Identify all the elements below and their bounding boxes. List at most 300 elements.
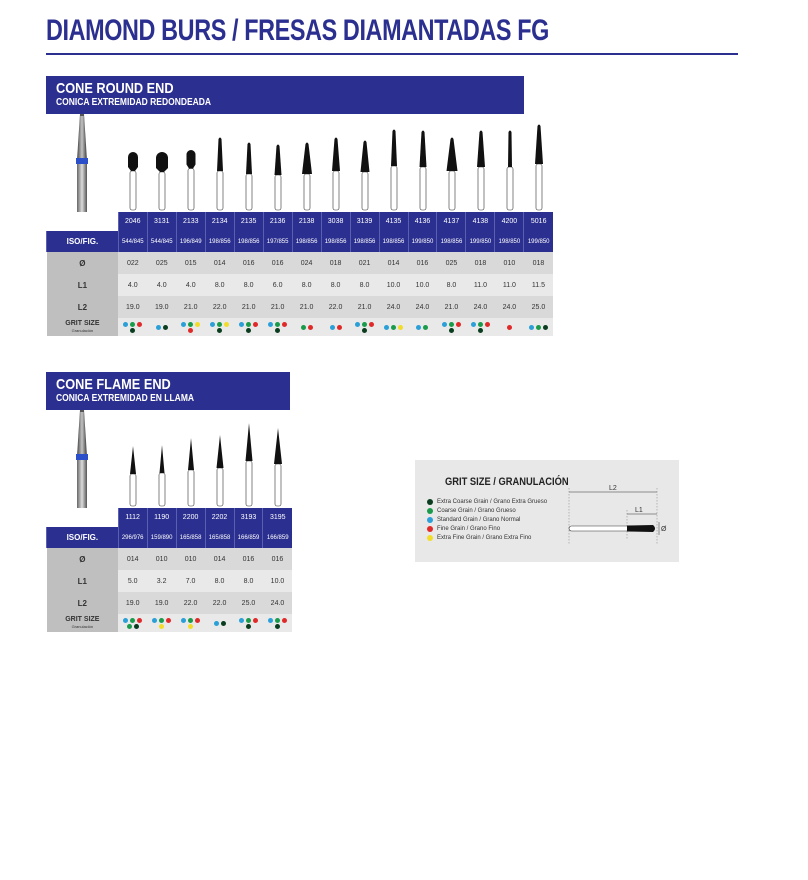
l2-row	[47, 592, 293, 614]
bur-image	[123, 114, 143, 212]
l1-row-cell: 8.0	[234, 274, 263, 296]
l2-row-cell: 25.0	[234, 592, 263, 614]
l2-row-cell: 21.0	[292, 296, 321, 318]
l2-row-cell: 21.0	[350, 296, 379, 318]
diameter-row-cell: 024	[292, 252, 321, 274]
fig-number: 4136	[408, 212, 437, 231]
diameter-row-cell: 014	[379, 252, 408, 274]
l1-row-cell: 11.0	[495, 274, 524, 296]
grit-cell	[350, 318, 379, 336]
grit-dot-f	[253, 322, 258, 327]
iso-row-cell: 198/856	[350, 231, 379, 252]
grit-dot-xc	[275, 328, 280, 333]
bur-image	[326, 114, 346, 212]
grit-cell	[263, 614, 292, 632]
grit-cell	[524, 318, 553, 336]
iso-row-cell: 198/856	[437, 231, 466, 252]
l2-row-cell: 24.0	[408, 296, 437, 318]
l2-row-cell: 19.0	[147, 592, 176, 614]
grit-dot-c	[188, 618, 193, 623]
l1-row-cell: 10.0	[408, 274, 437, 296]
l1-row-cell: 8.0	[321, 274, 350, 296]
iso-row	[47, 527, 293, 548]
fig-number: 3131	[147, 212, 176, 231]
grit-dot-c	[246, 322, 251, 327]
grit-dot-c	[159, 618, 164, 623]
grit-dot-xf	[195, 322, 200, 327]
diagram-diam-label: Ø	[661, 526, 667, 533]
fig-number: 2136	[263, 212, 292, 231]
grit-dot-f	[507, 325, 512, 330]
iso-row-cell: 198/856	[205, 231, 234, 252]
l2-row-cell: 19.0	[147, 296, 176, 318]
diameter-row-cell: 018	[321, 252, 350, 274]
grit-dot-xc	[130, 328, 135, 333]
grit-cell	[292, 318, 321, 336]
fig-number: 2134	[205, 212, 234, 231]
bur-image	[471, 114, 491, 212]
l1-row-cell: 6.0	[263, 274, 292, 296]
legend-item-label: Extra Coarse Grain / Grano Extra Grueso	[437, 498, 548, 505]
grit-dot-s	[416, 325, 421, 330]
fig-number: 1190	[147, 508, 176, 527]
diameter-row-cell: 022	[118, 252, 147, 274]
fig-number: 4137	[437, 212, 466, 231]
diameter-row	[47, 548, 293, 570]
grit-dot-f	[485, 322, 490, 327]
grit-dot-f	[166, 618, 171, 623]
l2-row-cell: 24.0	[263, 592, 292, 614]
fig-number: 2138	[292, 212, 321, 231]
bur-image-row	[46, 410, 290, 508]
section-subtitle: CONICA EXTREMIDAD EN LLAMA	[56, 393, 195, 404]
l1-row-cell: 10.0	[263, 570, 292, 592]
grit-dot-c	[423, 325, 428, 330]
grit-dot-xc	[217, 328, 222, 333]
grit-dot-f	[282, 618, 287, 623]
grit-dot-xc	[163, 325, 168, 330]
l2-row-cell: 21.0	[176, 296, 205, 318]
l1-row-cell: 5.0	[118, 570, 147, 592]
diagram-l1-label: L1	[635, 507, 643, 514]
diameter-row-cell: 016	[234, 548, 263, 570]
grit-dot-s	[427, 517, 433, 523]
legend-list	[427, 497, 547, 542]
bur-4136	[413, 114, 433, 217]
grit-dot-s	[239, 322, 244, 327]
legend-item-label: Standard Grain / Grano Normal	[437, 516, 521, 523]
fig-number: 2133	[176, 212, 205, 231]
grit-label: GRIT SIZE	[65, 616, 100, 623]
iso-row-cell: 544/845	[118, 231, 147, 252]
bur-image	[239, 114, 259, 212]
fig-number: 3038	[321, 212, 350, 231]
grit-sublabel: Granulación	[71, 328, 94, 333]
grit-dot-c	[536, 325, 541, 330]
diameter-row-cell: 025	[437, 252, 466, 274]
l2-row-cell: 21.0	[234, 296, 263, 318]
bur-image	[413, 114, 433, 212]
l2-row-cell: 24.0	[466, 296, 495, 318]
grit-dot-xf	[224, 322, 229, 327]
l1-row	[47, 570, 293, 592]
l1-row-cell: 3.2	[147, 570, 176, 592]
l1-row-cell: 8.0	[205, 570, 234, 592]
iso-row-cell: 198/856	[234, 231, 263, 252]
bur-3131	[152, 114, 172, 217]
iso-row-cell: 198/856	[379, 231, 408, 252]
diameter-row-cell: 014	[205, 548, 234, 570]
grit-dot-xc	[478, 328, 483, 333]
bur-2136	[268, 114, 288, 217]
grit-dot-s	[156, 325, 161, 330]
l1-row-cell: 8.0	[234, 570, 263, 592]
grit-dot-s	[181, 618, 186, 623]
diameter-row-cell: 015	[176, 252, 205, 274]
grit-legend	[415, 460, 679, 562]
l2-row-cell: 22.0	[205, 592, 234, 614]
grit-dot-c	[217, 322, 222, 327]
grit-label: GRIT SIZE	[65, 320, 100, 327]
bur-4200	[500, 114, 520, 217]
bur-image-row	[46, 114, 524, 212]
iso-row-cell: 159/890	[147, 527, 176, 548]
l2-row-cell: 19.0	[118, 296, 147, 318]
bur-2138	[297, 114, 317, 217]
grit-cell	[466, 318, 495, 336]
grit-dot-c	[362, 322, 367, 327]
legend-item-label: Coarse Grain / Grano Grueso	[437, 507, 516, 514]
diameter-row-cell: 014	[118, 548, 147, 570]
grit-dot-c	[188, 322, 193, 327]
section-title: CONE FLAME END	[56, 376, 171, 393]
page-title: DIAMOND BURS / FRESAS DIAMANTADAS FG	[46, 14, 549, 47]
l1-row-label: L1	[47, 274, 119, 296]
iso-row-cell: 199/850	[408, 231, 437, 252]
bur-image	[529, 114, 549, 212]
grit-dot-f	[337, 325, 342, 330]
grit-dot-c	[478, 322, 483, 327]
bur-image	[297, 114, 317, 212]
section-cone-flame-end	[46, 372, 290, 629]
bur-1112	[123, 410, 143, 513]
bur-2135	[239, 114, 259, 217]
section-cone-round-end	[46, 76, 550, 333]
grit-row	[47, 318, 554, 336]
spec-table	[46, 212, 553, 336]
l2-row-cell: 22.0	[205, 296, 234, 318]
l2-row-cell: 22.0	[321, 296, 350, 318]
iso-row-cell: 198/850	[495, 231, 524, 252]
grit-dot-f	[253, 618, 258, 623]
l1-row	[47, 274, 554, 296]
grit-dot-s	[210, 322, 215, 327]
bur-2046	[123, 114, 143, 217]
diameter-row-cell: 014	[205, 252, 234, 274]
grit-cell	[147, 614, 176, 632]
l1-row-cell: 8.0	[437, 274, 466, 296]
legend-item-label: Fine Grain / Grano Fino	[437, 525, 501, 532]
diameter-row-label: Ø	[47, 548, 119, 570]
diameter-row-cell: 010	[495, 252, 524, 274]
grit-dot-xf	[427, 535, 433, 541]
l1-row-cell: 4.0	[147, 274, 176, 296]
iso-row-cell: 544/845	[147, 231, 176, 252]
iso-row-cell: 196/849	[176, 231, 205, 252]
grit-dot-s	[529, 325, 534, 330]
bur-image	[355, 114, 375, 212]
diameter-row-cell: 018	[524, 252, 553, 274]
iso-row-cell: 199/850	[524, 231, 553, 252]
bur-3038	[326, 114, 346, 217]
bur-3195	[268, 410, 288, 513]
grit-dot-c	[301, 325, 306, 330]
bur-dimension-diagram	[565, 482, 669, 552]
l1-row-cell: 11.0	[466, 274, 495, 296]
handpiece-illustration	[70, 410, 94, 508]
diameter-row-cell: 025	[147, 252, 176, 274]
legend-item	[427, 497, 547, 506]
bur-2202	[210, 410, 230, 513]
section-banner	[46, 76, 524, 114]
spec-table	[46, 508, 292, 632]
grit-dot-xc	[362, 328, 367, 333]
grit-cell	[176, 614, 205, 632]
diameter-row-cell: 016	[234, 252, 263, 274]
grit-cell	[408, 318, 437, 336]
bur-image	[500, 114, 520, 212]
bur-5016	[529, 114, 549, 217]
l1-row-cell: 7.0	[176, 570, 205, 592]
l1-row-cell: 10.0	[379, 274, 408, 296]
iso-row-cell: 165/858	[176, 527, 205, 548]
iso-row-cell: 166/859	[263, 527, 292, 548]
grit-cell	[205, 318, 234, 336]
grit-dot-c	[246, 618, 251, 623]
iso-row-label: ISO/FIG.	[47, 231, 119, 252]
grit-row	[47, 614, 293, 632]
l2-row-cell: 25.0	[524, 296, 553, 318]
iso-row-cell: 199/850	[466, 231, 495, 252]
grit-dot-f	[188, 328, 193, 333]
grit-cell	[437, 318, 466, 336]
legend-item	[427, 506, 547, 515]
l1-row-cell: 4.0	[176, 274, 205, 296]
fig-number: 4200	[495, 212, 524, 231]
section-title: CONE ROUND END	[56, 80, 174, 97]
section-banner	[46, 372, 290, 410]
l2-row-cell: 24.0	[495, 296, 524, 318]
grit-dot-s	[214, 621, 219, 626]
grit-dot-s	[181, 322, 186, 327]
legend-item-label: Extra Fine Grain / Grano Extra Fino	[437, 534, 532, 541]
bur-3193	[239, 410, 259, 513]
handpiece-illustration	[70, 114, 94, 212]
l1-row-cell: 8.0	[350, 274, 379, 296]
bur-4135	[384, 114, 404, 217]
l1-row-cell: 8.0	[292, 274, 321, 296]
l2-row-cell: 24.0	[379, 296, 408, 318]
grit-cell	[118, 614, 147, 632]
bur-image	[152, 410, 172, 508]
section-subtitle: CONICA EXTREMIDAD REDONDEADA	[56, 97, 212, 108]
iso-row-cell: 198/856	[321, 231, 350, 252]
diameter-row-cell: 010	[176, 548, 205, 570]
bur-image	[210, 410, 230, 508]
diameter-row-cell: 021	[350, 252, 379, 274]
grit-row-label	[47, 318, 119, 336]
grit-dot-s	[123, 322, 128, 327]
grit-cell	[321, 318, 350, 336]
grit-dot-c	[275, 618, 280, 623]
grit-cell	[495, 318, 524, 336]
grit-dot-c	[427, 508, 433, 514]
bur-image	[384, 114, 404, 212]
l2-row-cell: 19.0	[118, 592, 147, 614]
diameter-row-cell: 016	[263, 548, 292, 570]
bur-image	[442, 114, 462, 212]
grit-dot-c	[449, 322, 454, 327]
grit-dot-f	[427, 526, 433, 532]
grit-dot-s	[384, 325, 389, 330]
l1-row-label: L1	[47, 570, 119, 592]
bur-image	[268, 114, 288, 212]
grit-dot-xf	[398, 325, 403, 330]
fig-number: 3139	[350, 212, 379, 231]
fig-number: 3193	[234, 508, 263, 527]
grit-dot-f	[456, 322, 461, 327]
diameter-row-label: Ø	[47, 252, 119, 274]
l2-row-cell: 21.0	[263, 296, 292, 318]
grit-dot-f	[308, 325, 313, 330]
legend-title: GRIT SIZE / GRANULACIÓN	[445, 476, 569, 488]
fig-row	[47, 508, 293, 527]
grit-dot-s	[239, 618, 244, 623]
grit-dot-xc	[275, 624, 280, 629]
fig-number: 3195	[263, 508, 292, 527]
fig-row-blank	[47, 508, 119, 527]
grit-dot-c	[127, 624, 132, 629]
grit-dot-c	[130, 322, 135, 327]
fig-number: 4138	[466, 212, 495, 231]
bur-image	[210, 114, 230, 212]
fig-number: 5016	[524, 212, 553, 231]
grit-dot-xc	[246, 328, 251, 333]
l1-row-cell: 8.0	[205, 274, 234, 296]
bur-image	[181, 410, 201, 508]
bur-3139	[355, 114, 375, 217]
title-divider	[46, 53, 738, 55]
grit-dot-f	[282, 322, 287, 327]
bur-2200	[181, 410, 201, 513]
legend-item	[427, 524, 547, 533]
fig-number: 2202	[205, 508, 234, 527]
diameter-row-cell: 018	[466, 252, 495, 274]
grit-cell	[118, 318, 147, 336]
grit-dot-c	[391, 325, 396, 330]
grit-dot-f	[369, 322, 374, 327]
bur-4137	[442, 114, 462, 217]
grit-cell	[147, 318, 176, 336]
grit-dot-s	[355, 322, 360, 327]
grit-dot-xc	[134, 624, 139, 629]
grit-cell	[234, 318, 263, 336]
fig-number: 2135	[234, 212, 263, 231]
fig-number: 2046	[118, 212, 147, 231]
legend-item	[427, 533, 547, 542]
diameter-row-cell: 010	[147, 548, 176, 570]
iso-row-cell: 165/858	[205, 527, 234, 548]
iso-row-cell: 166/859	[234, 527, 263, 548]
grit-cell	[205, 614, 234, 632]
l1-row-cell: 4.0	[118, 274, 147, 296]
iso-row-cell: 198/856	[292, 231, 321, 252]
l2-row	[47, 296, 554, 318]
iso-row	[47, 231, 554, 252]
diameter-row	[47, 252, 554, 274]
bur-2133	[181, 114, 201, 217]
grit-dot-f	[137, 322, 142, 327]
fig-number: 1112	[118, 508, 147, 527]
grit-row-label	[47, 614, 119, 632]
fig-row	[47, 212, 554, 231]
grit-cell	[176, 318, 205, 336]
bur-image	[123, 410, 143, 508]
l2-row-label: L2	[47, 592, 119, 614]
bur-image	[181, 114, 201, 212]
grit-sublabel: Granulación	[71, 624, 94, 629]
iso-row-cell: 197/855	[263, 231, 292, 252]
fig-number: 2200	[176, 508, 205, 527]
grit-dot-xf	[188, 624, 193, 629]
l2-row-cell: 22.0	[176, 592, 205, 614]
legend-item	[427, 515, 547, 524]
grit-dot-s	[268, 618, 273, 623]
bur-4138	[471, 114, 491, 217]
grit-dot-s	[268, 322, 273, 327]
diameter-row-cell: 016	[408, 252, 437, 274]
grit-dot-xc	[221, 621, 226, 626]
grit-dot-xc	[427, 499, 433, 505]
grit-dot-s	[152, 618, 157, 623]
grit-dot-s	[123, 618, 128, 623]
grit-cell	[263, 318, 292, 336]
grit-cell	[234, 614, 263, 632]
grit-cell	[379, 318, 408, 336]
grit-dot-xc	[449, 328, 454, 333]
grit-dot-xc	[543, 325, 548, 330]
iso-row-label: ISO/FIG.	[47, 527, 119, 548]
bur-image	[268, 410, 288, 508]
diameter-row-cell: 016	[263, 252, 292, 274]
l2-row-cell: 21.0	[437, 296, 466, 318]
grit-dot-f	[195, 618, 200, 623]
grit-dot-xc	[246, 624, 251, 629]
grit-dot-s	[471, 322, 476, 327]
grit-dot-xf	[159, 624, 164, 629]
bur-1190	[152, 410, 172, 513]
diagram-l2-label: L2	[609, 485, 617, 492]
l2-row-label: L2	[47, 296, 119, 318]
grit-dot-s	[442, 322, 447, 327]
fig-row-blank	[47, 212, 119, 231]
grit-dot-s	[330, 325, 335, 330]
bur-image	[152, 114, 172, 212]
bur-2134	[210, 114, 230, 217]
l1-row-cell: 11.5	[524, 274, 553, 296]
bur-image	[239, 410, 259, 508]
fig-number: 4135	[379, 212, 408, 231]
